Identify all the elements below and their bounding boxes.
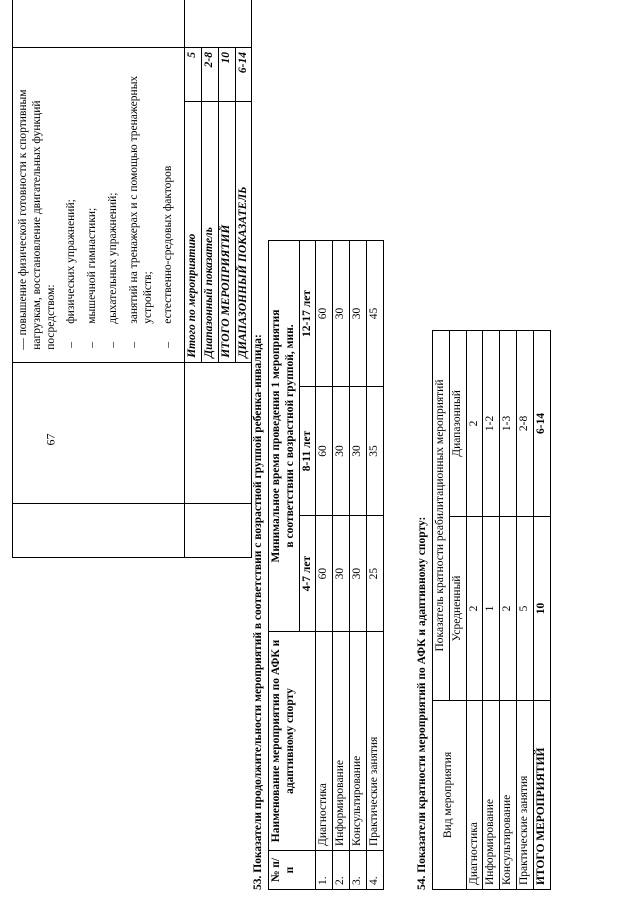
summary-value: 2-8 bbox=[201, 48, 218, 102]
row-range: 2 bbox=[466, 331, 483, 517]
method-list bbox=[65, 52, 176, 358]
table-row bbox=[333, 241, 350, 890]
header-time-line2: в соответствии с возрастной группой, мин. bbox=[283, 324, 296, 548]
row-name: Информирование bbox=[333, 632, 350, 851]
table-row bbox=[483, 331, 500, 890]
empty-cell bbox=[13, 503, 185, 557]
description-cell bbox=[13, 48, 185, 363]
summary-label: Итого по мероприятию bbox=[185, 101, 202, 362]
table-row bbox=[349, 241, 366, 890]
row-value: 30 bbox=[349, 241, 366, 387]
empty-cell bbox=[13, 0, 185, 48]
empty-cell bbox=[13, 362, 185, 503]
row-avg: 5 bbox=[516, 516, 533, 700]
summary-value: 6-14 bbox=[235, 48, 252, 102]
summary-label: ДИАПАЗОННЫЙ ПОКАЗАТЕЛЬ bbox=[235, 101, 252, 362]
row-name: ИТОГО МЕРОПРИЯТИЙ bbox=[533, 701, 550, 890]
row-num: 1. bbox=[316, 851, 333, 890]
header-group: Показатель кратности реабилитационных мероприятий bbox=[433, 331, 450, 701]
continuation-table bbox=[12, 0, 252, 558]
row-name: Практические занятия bbox=[516, 701, 533, 890]
row-avg: 2 bbox=[500, 516, 517, 700]
row-value: 60 bbox=[316, 241, 333, 387]
row-num: 3. bbox=[349, 851, 366, 890]
header-avg: Усредненный bbox=[449, 516, 466, 700]
rotated-document-body bbox=[0, 8, 640, 898]
row-avg: 2 bbox=[466, 516, 483, 700]
summary-label: Диапазонный показатель bbox=[201, 101, 218, 362]
table-row bbox=[269, 241, 300, 890]
table-row bbox=[316, 241, 333, 890]
row-value: 60 bbox=[316, 386, 333, 515]
table-row bbox=[366, 241, 383, 890]
section-54-title: 54. Показатели кратности мероприятий по АФК и адаптивному спорту: bbox=[416, 516, 428, 890]
row-num: 2. bbox=[333, 851, 350, 890]
row-value: 30 bbox=[333, 241, 350, 387]
row-name: Информирование bbox=[483, 701, 500, 890]
row-avg: 10 bbox=[533, 516, 550, 700]
list-item: – мышечной гимнастики; bbox=[86, 52, 100, 358]
row-name: Консультирование bbox=[349, 632, 366, 851]
intro-text: — повышение физической готовности к спортивным нагрузкам, восстановление двигательных функций посредством: bbox=[17, 89, 57, 350]
empty-cell bbox=[185, 362, 252, 503]
summary-value: 5 bbox=[185, 48, 202, 102]
table-row bbox=[185, 0, 202, 558]
row-value: 30 bbox=[349, 516, 366, 632]
row-range: 2-8 bbox=[516, 331, 533, 517]
row-avg: 1 bbox=[483, 516, 500, 700]
row-num: 4. bbox=[366, 851, 383, 890]
list-item: – занятий на тренажерах и с помощью тренажерных устройств; bbox=[128, 52, 156, 358]
header-time-line1: Минимальное время проведения 1 мероприятия bbox=[270, 309, 282, 563]
row-value: 45 bbox=[366, 241, 383, 387]
age-group-header: 12-17 лет bbox=[299, 241, 316, 387]
table-row bbox=[500, 331, 517, 890]
row-value: 35 bbox=[366, 386, 383, 515]
row-range: 1-3 bbox=[500, 331, 517, 517]
row-name: Консультирование bbox=[500, 701, 517, 890]
row-value: 25 bbox=[366, 516, 383, 632]
table-row bbox=[533, 331, 550, 890]
row-range: 1-2 bbox=[483, 331, 500, 517]
list-item: – физических упражнений; bbox=[65, 52, 79, 358]
empty-cell bbox=[185, 503, 252, 557]
table-row bbox=[13, 0, 185, 558]
row-range: 6-14 bbox=[533, 331, 550, 517]
row-value: 30 bbox=[333, 386, 350, 515]
summary-label: ИТОГО МЕРОПРИЯТИЙ bbox=[218, 101, 235, 362]
summary-value: 10 bbox=[218, 48, 235, 102]
table-row bbox=[433, 331, 450, 890]
header-time bbox=[269, 241, 300, 632]
duration-table bbox=[268, 240, 384, 890]
page-number: 67 bbox=[43, 433, 58, 446]
age-group-header: 4-7 лет bbox=[299, 516, 316, 632]
header-name: Наименование мероприятия по АФК и адаптивному спорту bbox=[269, 632, 316, 851]
row-value: 30 bbox=[333, 516, 350, 632]
row-value: 60 bbox=[316, 516, 333, 632]
list-item: – дыхательных упражнений; bbox=[107, 52, 121, 358]
frequency-table bbox=[432, 330, 551, 890]
age-group-header: 8-11 лет bbox=[299, 386, 316, 515]
empty-cell bbox=[185, 0, 252, 48]
section-53-title: 53. Показатели продолжительности мероприятий в соответствии с возрастной группой ребенка-инвалида: bbox=[252, 334, 264, 890]
header-num: № п/п bbox=[269, 851, 316, 890]
table-row bbox=[466, 331, 483, 890]
header-range: Диапазонный bbox=[449, 331, 466, 517]
table-row bbox=[516, 331, 533, 890]
header-type: Вид мероприятия bbox=[433, 701, 467, 890]
row-name: Практические занятия bbox=[366, 632, 383, 851]
row-value: 30 bbox=[349, 386, 366, 515]
row-name: Диагностика bbox=[316, 632, 333, 851]
row-name: Диагностика bbox=[466, 701, 483, 890]
list-item: – естественно-средовых факторов bbox=[162, 52, 176, 358]
